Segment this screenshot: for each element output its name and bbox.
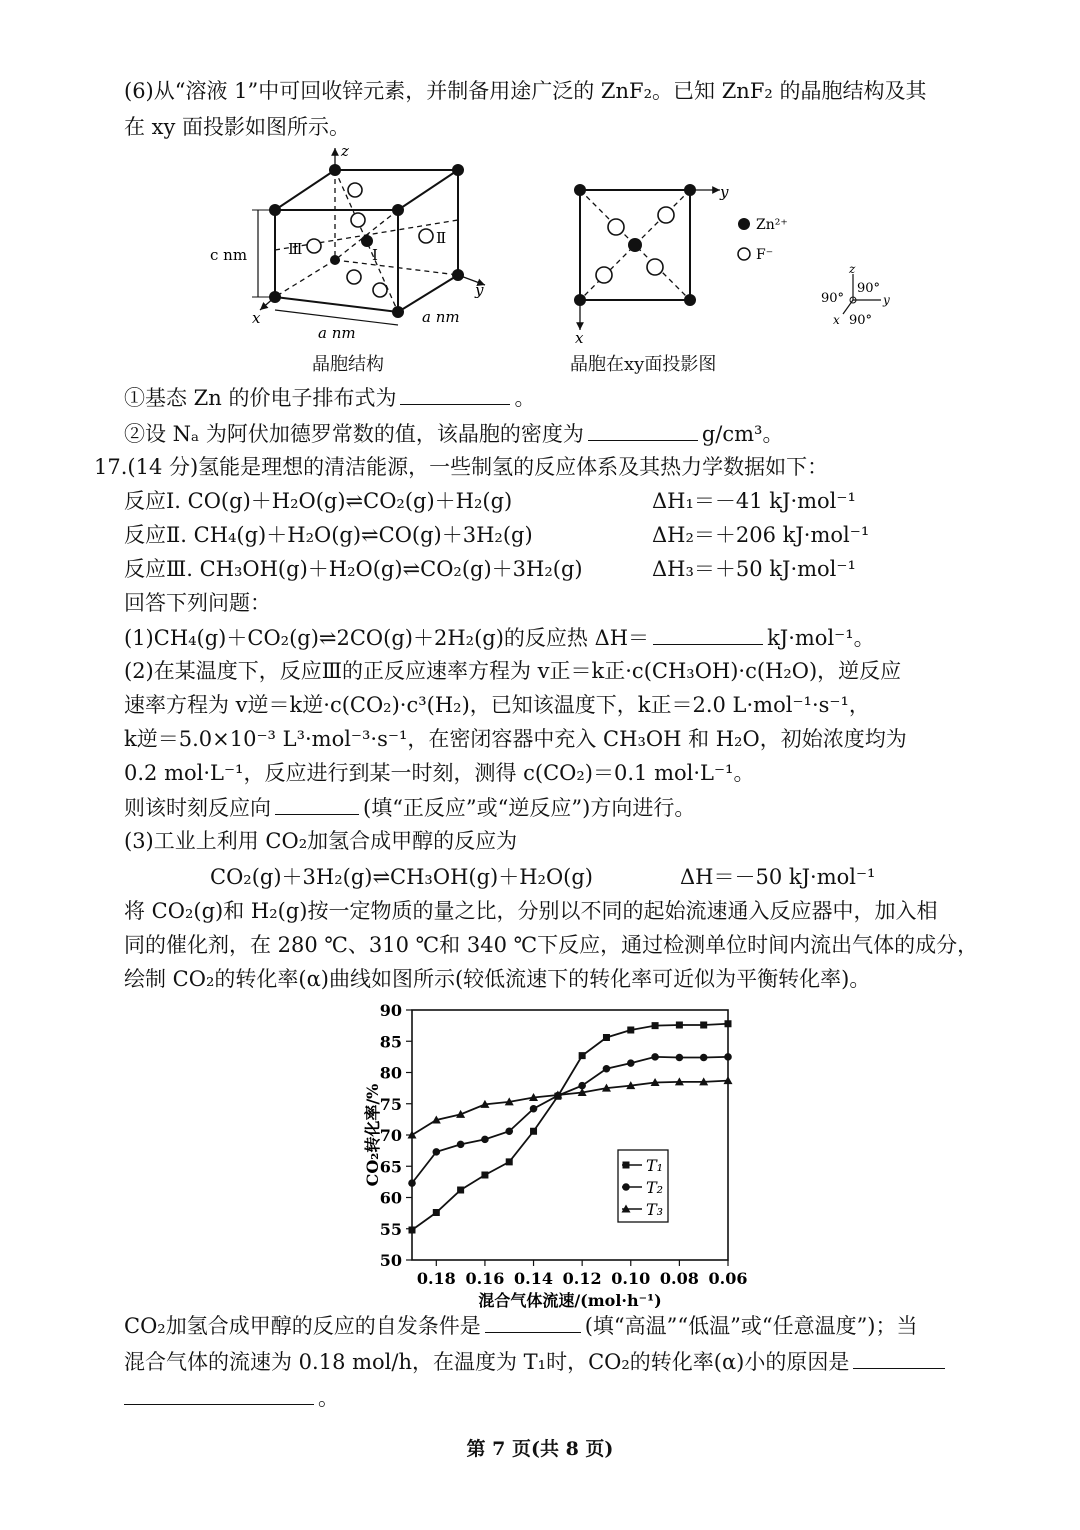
q16-6-sub2 [124,418,783,449]
q17-p3-q1a: CO₂加氢合成甲醇的反应的自发条件是 [124,1314,481,1338]
x-tick-label: 0.10 [611,1269,651,1288]
co2-conversion-chart [360,998,760,1308]
crystal-cell-figure [200,140,500,340]
label-a-nm-side: a nm [422,308,460,326]
q17-p3-line3: 同的催化剂，在 280 ℃、310 ℃和 340 ℃下反应，通过检测单位时间内流出气体的成分， [124,933,979,957]
axis-x-label: x [252,309,261,327]
axis-angle-diagram [815,262,895,332]
answer-blank-density[interactable] [588,418,698,441]
proj-axis-y-label: y [720,183,729,201]
x-tick-label: 0.18 [416,1269,456,1288]
x-tick-label: 0.08 [659,1269,699,1288]
q17-p3-eq: CO₂(g)＋3H₂(g)⇌CH₃OH(g)＋H₂O(g) [210,865,593,889]
label-II: Ⅱ [436,229,447,247]
reaction-1-dh: ΔH₁＝－41 kJ·mol⁻¹ [652,489,856,513]
data-point-series-1 [627,1027,634,1034]
q16-6-sub2-text: ②设 Nₐ 为阿伏加德罗常数的值，该晶胞的密度为 [124,422,584,446]
q17-p3-line2: 将 CO₂(g)和 H₂(g)按一定物质的量之比，分别以不同的起始流速通入反应器中，加入相 [124,899,938,923]
data-point-series-2 [530,1105,538,1113]
fig-cell-caption: 晶胞结构 [312,354,384,375]
data-point-series-1 [676,1022,683,1029]
x-tick-label: 0.14 [514,1269,554,1288]
q17-p1-text: (1)CH₄(g)＋CO₂(g)⇌2CO(g)＋2H₂(g)的反应热 ΔH＝ [124,626,650,650]
angle-label-1: 90° [857,281,881,296]
legend-marker [622,1183,630,1191]
q17-p2-line1: (2)在某温度下，反应Ⅲ的正反应速率方程为 v正＝k正·c(CH₃OH)·c(H₂O)，逆反应 [124,659,902,683]
q17-p3-line4: 绘制 CO₂的转化率(α)曲线如图所示(较低流速下的转化率可近似为平衡转化率)。 [124,967,871,991]
y-tick-label: 80 [379,1063,402,1083]
answer-blank-valence-config[interactable] [400,382,510,405]
data-point-series-2 [408,1179,416,1187]
data-point-series-2 [651,1053,659,1061]
data-point-series-2 [457,1141,465,1149]
data-point-series-2 [433,1148,441,1156]
data-point-series-1 [457,1187,464,1194]
q17-p1 [124,622,875,653]
proj-axis-x-label: x [575,329,584,345]
q17-p2-line5a: 则该时刻反应向 [124,796,271,820]
q16-6-sub2-unit: g/cm³。 [701,422,784,446]
reaction-3: 反应Ⅲ. CH₃OH(g)＋H₂O(g)⇌CO₂(g)＋3H₂(g) [124,557,583,581]
legend-label: T₃ [646,1200,664,1219]
legend-label: T₂ [646,1178,664,1197]
x-tick-label: 0.16 [465,1269,505,1288]
y-tick-label: 70 [379,1126,402,1145]
q17-p3-q2 [124,1346,949,1377]
crystal-legend [735,210,795,270]
answer-blank-reason-line2[interactable] [124,1382,314,1405]
y-tick-label: 55 [379,1219,402,1239]
data-point-series-1 [579,1052,586,1059]
data-point-series-2 [481,1136,489,1144]
page-footer: 第 7 页(共 8 页) [466,1438,614,1460]
data-point-series-2 [724,1053,732,1061]
data-point-series-1 [433,1209,440,1216]
q17-p2-line4: 0.2 mol·L⁻¹，反应进行到某一时刻，测得 c(CO₂)＝0.1 mol·L⁻¹。 [124,761,755,785]
label-a-nm-front: a nm [318,324,356,340]
data-point-series-1 [652,1022,659,1029]
q17-p3-line1: (3)工业上利用 CO₂加氢合成甲醇的反应为 [124,829,518,853]
mini-axis-z: z [849,262,856,276]
q16-6-sub1-end: 。 [514,386,536,410]
answer-blank-direction[interactable] [275,792,359,815]
legend-marker [623,1162,630,1169]
label-III: Ⅲ [288,240,303,258]
data-point-series-1 [481,1172,488,1179]
data-point-series-2 [627,1059,635,1067]
data-point-series-1 [700,1022,707,1029]
x-tick-label: 0.12 [562,1269,602,1288]
y-tick-label: 90 [379,1001,402,1020]
q17-p2-line5 [124,792,695,823]
axis-y-label: y [475,281,484,299]
q17-p1-unit: kJ·mol⁻¹。 [767,626,875,650]
label-I: Ⅰ [372,246,378,264]
q17-p2-line2: 速率方程为 v逆＝k逆·c(CO₂)·c³(H₂)，已知该温度下，k正＝2.0 L·mol⁻¹·s⁻¹， [124,693,870,717]
data-point-series-1 [409,1227,416,1234]
data-point-series-2 [505,1127,513,1135]
data-point-series-2 [700,1054,708,1062]
answer-blank-delta-h[interactable] [653,622,763,645]
data-point-series-2 [603,1065,611,1073]
series-line-3 [412,1081,728,1135]
y-tick-label: 65 [379,1157,402,1177]
y-axis-label: CO₂转化率/% [363,1083,382,1187]
q17-p3-q1 [124,1310,918,1341]
data-point-series-1 [530,1128,537,1135]
fig-proj-caption: 晶胞在xy面投影图 [570,354,717,375]
q16-6-sub1 [124,382,535,413]
data-point-series-1 [506,1158,513,1165]
q16-6-intro-line2: 在 xy 面投影如图所示。 [124,115,351,139]
legend-label: T₁ [646,1156,664,1175]
reaction-2: 反应Ⅱ. CH₄(g)＋H₂O(g)⇌CO(g)＋3H₂(g) [124,523,533,547]
xy-projection-figure [560,175,760,345]
answer-blank-spontaneous-condition[interactable] [485,1310,581,1333]
q17-p3-dh: ΔH＝－50 kJ·mol⁻¹ [680,865,876,889]
data-point-series-1 [603,1034,610,1041]
mini-axis-y: y [883,293,890,307]
legend-f-label: F⁻ [756,247,774,263]
y-tick-label: 50 [379,1251,402,1270]
mini-axis-x: x [833,313,840,327]
answer-prompt: 回答下列问题： [124,591,271,615]
reaction-2-dh: ΔH₂＝＋206 kJ·mol⁻¹ [652,523,870,547]
x-axis-label: 混合气体流速/(mol·h⁻¹) [478,1291,662,1308]
q17-header: 17.(14 分)氢能是理想的清洁能源，一些制氢的反应体系及其热力学数据如下： [94,455,829,479]
q17-p2-line5b: (填“正反应”或“逆反应”)方向进行。 [363,796,696,820]
reaction-3-dh: ΔH₃＝＋50 kJ·mol⁻¹ [652,557,856,581]
y-tick-label: 60 [379,1188,402,1208]
y-tick-label: 75 [379,1094,402,1114]
q16-6-intro-line1: (6)从“溶液 1”中可回收锌元素，并制备用途广泛的 ZnF₂。已知 ZnF₂ 的晶胞结构及其 [124,79,927,103]
label-c-nm: c nm [210,246,248,264]
legend-zn-label: Zn²⁺ [756,217,788,233]
q16-6-sub1-text: ①基态 Zn 的价电子排布式为 [124,386,397,410]
angle-label-2: 90° [821,291,845,306]
angle-label-3: 90° [849,313,873,328]
x-tick-label: 0.06 [708,1269,748,1288]
answer-blank-reason-line1[interactable] [853,1346,945,1369]
data-point-series-2 [676,1054,684,1062]
reaction-1: 反应Ⅰ. CO(g)＋H₂O(g)⇌CO₂(g)＋H₂(g) [124,489,513,513]
plot-frame [412,1010,728,1260]
q17-p3-q2-cont [124,1382,339,1413]
q17-p2-line3: k逆＝5.0×10⁻³ L³·mol⁻³·s⁻¹，在密闭容器中充入 CH₃OH 和 H₂O，初始浓度均为 [124,727,907,751]
data-point-series-1 [725,1020,732,1027]
q17-p3-q2end: 。 [318,1386,339,1410]
q17-p3-q2a: 混合气体的流速为 0.18 mol/h，在温度为 T₁时，CO₂的转化率(α)小的原因是 [124,1350,850,1374]
axis-z-label: z [341,142,349,160]
y-tick-label: 85 [379,1032,402,1052]
q17-p3-q1b: (填“高温”“低温”或“任意温度”)；当 [584,1314,918,1338]
